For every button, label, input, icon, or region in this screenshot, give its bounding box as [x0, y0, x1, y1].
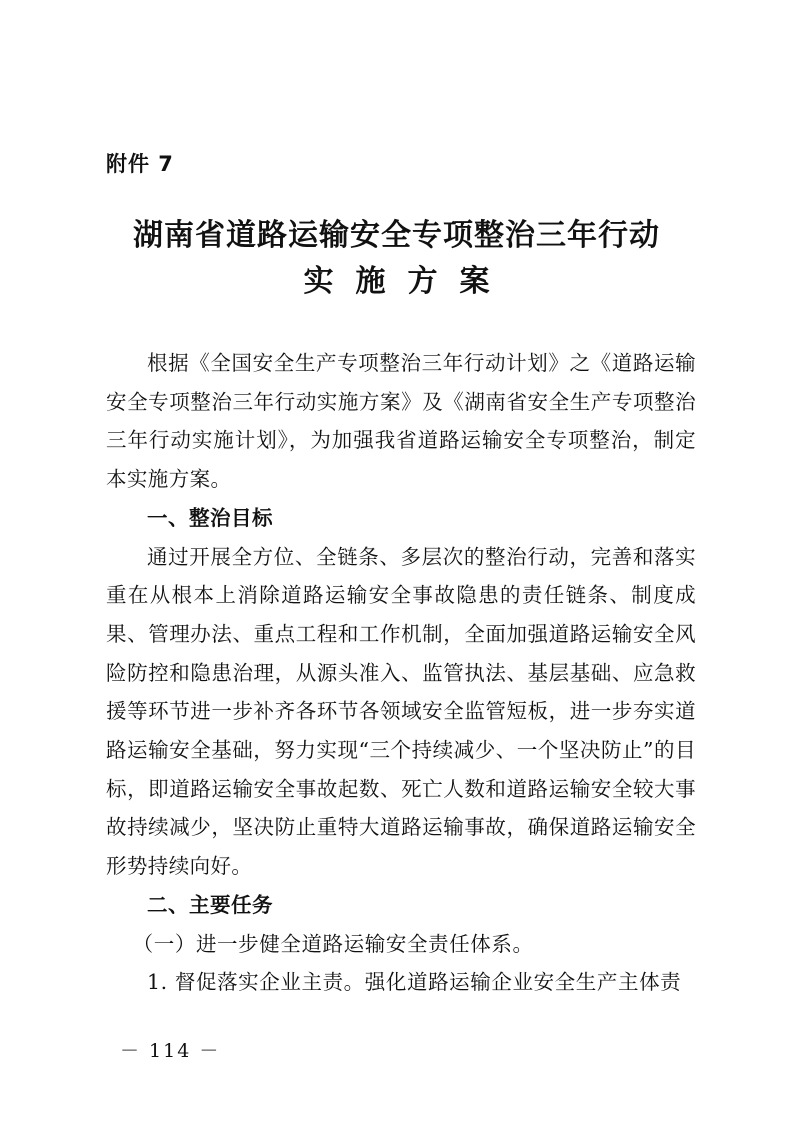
page-number: － 114 －	[120, 1040, 221, 1062]
section-2-item-1: 1. 督促落实企业主责。强化道路运输企业安全生产主体责	[147, 970, 682, 995]
document-title-line-2: 实施方案	[303, 264, 512, 299]
attachment-label: 附件 7	[106, 152, 174, 176]
document-body	[106, 344, 696, 1002]
section-2-heading: 二、主要任务	[147, 892, 273, 917]
intro-paragraph: 根据《全国安全生产专项整治三年行动计划》之《道路运输安全专项整治三年行动实施方案》及《湖南省安全生产专项整治三年行动实施计划》，为加强我省道路运输安全专项整治，制定本实施方案。	[106, 351, 696, 492]
section-1-paragraph: 通过开展全方位、全链条、多层次的整治行动，完善和落实重在从根本上消除道路运输安全事故隐患的责任链条、制度成果、管理办法、重点工程和工作机制，全面加强道路运输安全风险防控和隐患治理，从源头准入、监管执法、基层基础、应急救援等环节进一步补齐各环节各领域安全监管短板，进一步夯实道路运输安全基础，努力实现“三个持续减少、一个坚决防止”的目标，即道路运输安全事故起数、死亡人数和道路运输安全较大事故持续减少，坚决防止重特大道路运输事故，确保道路运输安全形势持续向好。	[106, 544, 696, 879]
document-title-line-1: 湖南省道路运输安全专项整治三年行动	[133, 218, 660, 253]
section-2-subheading: （一）进一步健全道路运输安全责任体系。	[132, 931, 534, 956]
section-1-heading: 一、整治目标	[147, 505, 273, 530]
